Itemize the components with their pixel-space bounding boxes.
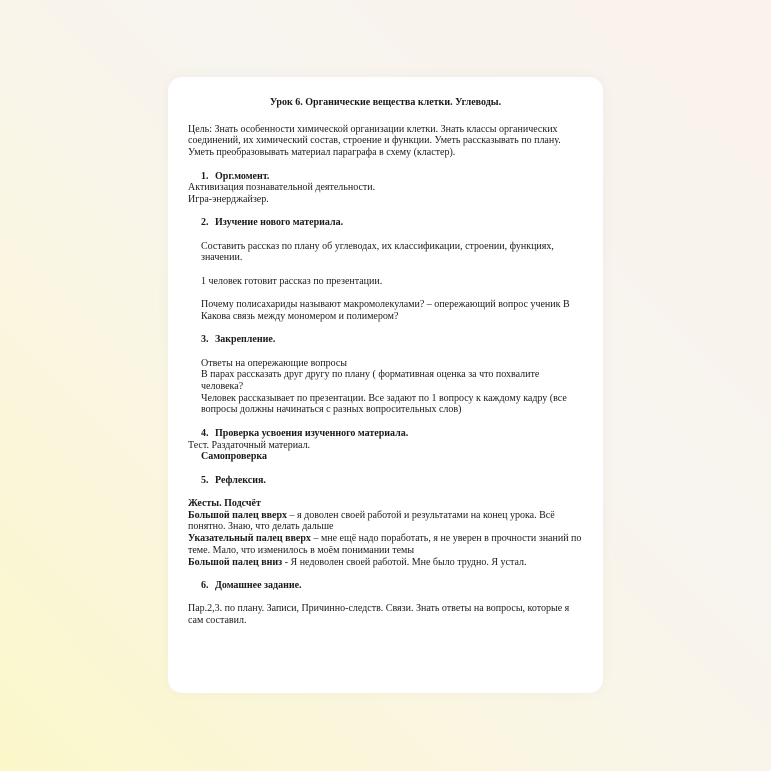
document-page bbox=[168, 77, 603, 693]
consolidation-line-1: Ответы на опережающие вопросы bbox=[201, 357, 348, 369]
org-line-1: Активизация познавательной деятельности. bbox=[188, 182, 376, 194]
reflection-item: Большой палец вниз - Я недоволен своей работой. Мне было трудно. Я устал. bbox=[188, 556, 527, 568]
section-heading-org: 1. Орг.момент. bbox=[201, 170, 270, 182]
new-material-paragraph-1: Составить рассказ по плану об углеводах, их классификации, строении, функциях, значении. bbox=[201, 240, 554, 264]
document-title: Урок 6. Органические вещества клетки. Углеводы. bbox=[269, 97, 502, 108]
consolidation-line-3: Человек рассказывает по презентации. Все задают по 1 вопросу к каждому кадру (все вопросы должны начинаться с разных вопросительных слов) bbox=[201, 392, 567, 416]
reflection-item: Большой палец вверх – я доволен своей работой и результатами на конец урока. Всё понятно. Знаю, что делать дальше bbox=[188, 509, 555, 533]
org-line-2: Игра-энерджайзер. bbox=[188, 193, 269, 205]
check-line-2: Самопроверка bbox=[201, 451, 267, 463]
section-heading-check: 4. Проверка усвоения изученного материала. bbox=[201, 427, 409, 439]
new-material-paragraph-3: Почему полисахариды называют макромолекулами? – опережающий вопрос ученик В Какова связь между мономером и полимером? bbox=[201, 299, 570, 322]
new-material-paragraph-2: 1 человек готовит рассказ по презентации. bbox=[201, 275, 383, 287]
reflection-subheading: Жесты. Подсчёт bbox=[188, 498, 261, 510]
section-heading-homework: 6. Домашнее задание. bbox=[201, 579, 302, 591]
homework-text: Пар.2,3. по плану. Записи, Причинно-следств. Связи. Знать ответы на вопросы, которые я сам составил. bbox=[188, 603, 570, 627]
reflection-item: Указательный палец вверх – мне ещё надо поработать, я не уверен в прочности знаний по теме. Мало, что изменилось в моём понимании темы bbox=[188, 533, 582, 556]
check-line-1: Тест. Раздаточный материал. bbox=[188, 439, 311, 451]
consolidation-line-2: В парах рассказать друг другу по плану ( формативная оценка за что похвалите человека? bbox=[201, 369, 540, 393]
section-heading-new-material: 2. Изучение нового материала. bbox=[201, 217, 344, 229]
section-heading-reflection: 5. Рефлексия. bbox=[201, 474, 266, 486]
lesson-goal: Цель: Знать особенности химической организации клетки. Знать классы органических соединений, их химический состав, строение и функции. Уметь рассказывать по плану. Уметь преобразовывать материал параграфа в схему (кластер). bbox=[188, 123, 561, 159]
section-heading-consolidation: 3. Закрепление. bbox=[201, 334, 276, 346]
